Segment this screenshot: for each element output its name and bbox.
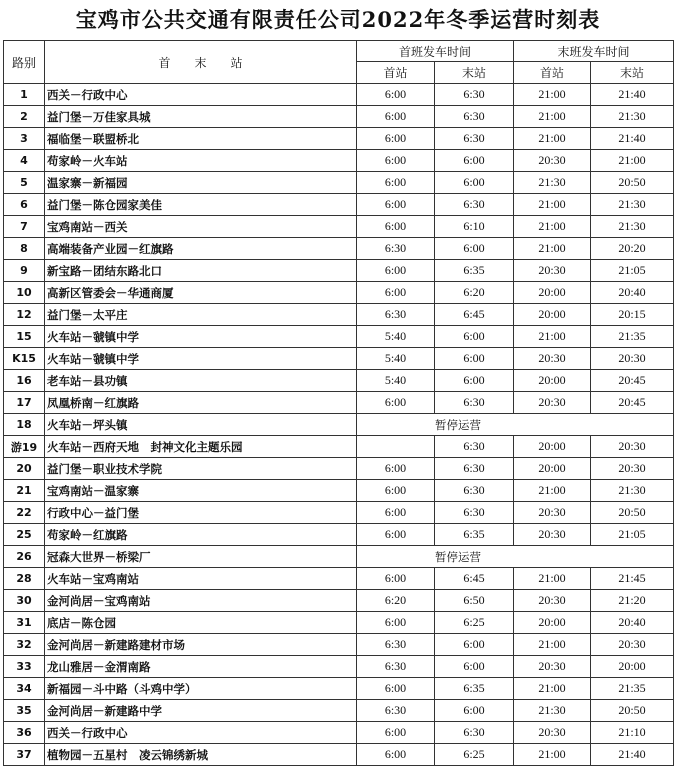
station-pair: 火车站－虢镇中学 [45, 326, 357, 348]
table-row [4, 480, 674, 502]
station-pair: 益门堡－太平庄 [45, 304, 357, 326]
first-bus-end-time: 6:35 [435, 260, 514, 282]
table-row [4, 348, 674, 370]
station-pair: 火车站－西府天地 封神文化主题乐园 [45, 436, 357, 458]
last-bus-start-time: 20:30 [514, 722, 591, 744]
last-bus-end-time: 21:30 [591, 106, 674, 128]
last-bus-start-time: 21:00 [514, 238, 591, 260]
last-bus-end-time: 20:50 [591, 172, 674, 194]
station-pair: 高端装备产业园－红旗路 [45, 238, 357, 260]
route-number: 18 [4, 414, 45, 436]
first-bus-start-time: 6:30 [357, 634, 435, 656]
first-bus-start-time: 5:40 [357, 326, 435, 348]
station-pair: 益门堡－职业技术学院 [45, 458, 357, 480]
station-pair: 老车站－县功镇 [45, 370, 357, 392]
station-pair: 益门堡－万佳家具城 [45, 106, 357, 128]
table-row [4, 238, 674, 260]
station-pair: 宝鸡南站－温家寨 [45, 480, 357, 502]
route-number: 6 [4, 194, 45, 216]
first-bus-start-time: 5:40 [357, 370, 435, 392]
station-pair: 龙山雅居－金渭南路 [45, 656, 357, 678]
last-bus-start-time: 20:30 [514, 524, 591, 546]
route-number: 28 [4, 568, 45, 590]
station-pair: 植物园－五星村 凌云锦绣新城 [45, 744, 357, 766]
first-bus-start-time: 6:00 [357, 260, 435, 282]
last-bus-end-time: 20:30 [591, 348, 674, 370]
first-bus-end-time: 6:00 [435, 238, 514, 260]
table-row [4, 216, 674, 238]
last-bus-start-time: 21:00 [514, 678, 591, 700]
first-bus-start-time: 6:30 [357, 656, 435, 678]
last-bus-end-time: 20:40 [591, 282, 674, 304]
station-pair: 火车站－虢镇中学 [45, 348, 357, 370]
table-row [4, 590, 674, 612]
last-bus-end-time: 21:20 [591, 590, 674, 612]
last-bus-start-time: 20:00 [514, 304, 591, 326]
route-number: 9 [4, 260, 45, 282]
table-row [4, 282, 674, 304]
header-first-bus: 首班发车时间 [357, 41, 514, 62]
station-pair: 福临堡－联盟桥北 [45, 128, 357, 150]
last-bus-end-time: 20:50 [591, 700, 674, 722]
route-number: 12 [4, 304, 45, 326]
last-bus-start-time: 21:00 [514, 216, 591, 238]
header-route: 路别 [4, 41, 45, 84]
table-row [4, 678, 674, 700]
route-number: 16 [4, 370, 45, 392]
last-bus-end-time: 21:35 [591, 678, 674, 700]
first-bus-end-time: 6:20 [435, 282, 514, 304]
route-number: 15 [4, 326, 45, 348]
route-number: 37 [4, 744, 45, 766]
last-bus-end-time: 20:30 [591, 458, 674, 480]
last-bus-start-time: 21:00 [514, 568, 591, 590]
table-row [4, 392, 674, 414]
table-row [4, 568, 674, 590]
first-bus-end-time: 6:25 [435, 744, 514, 766]
route-number: 36 [4, 722, 45, 744]
table-row [4, 194, 674, 216]
first-bus-start-time: 6:30 [357, 700, 435, 722]
header-first-end: 末站 [435, 62, 514, 84]
first-bus-start-time: 6:00 [357, 568, 435, 590]
last-bus-start-time: 21:00 [514, 106, 591, 128]
last-bus-end-time: 21:05 [591, 524, 674, 546]
route-number: 35 [4, 700, 45, 722]
route-number: 3 [4, 128, 45, 150]
route-number: 26 [4, 546, 45, 568]
first-bus-start-time: 6:00 [357, 458, 435, 480]
last-bus-start-time: 20:00 [514, 436, 591, 458]
last-bus-end-time: 20:20 [591, 238, 674, 260]
last-bus-end-time: 20:45 [591, 370, 674, 392]
station-pair: 新宝路－团结东路北口 [45, 260, 357, 282]
table-row [4, 546, 674, 568]
station-pair: 新福园－斗中路（斗鸡中学） [45, 678, 357, 700]
header-last-bus: 末班发车时间 [514, 41, 674, 62]
last-bus-start-time: 20:30 [514, 590, 591, 612]
route-number: 20 [4, 458, 45, 480]
last-bus-start-time: 20:00 [514, 370, 591, 392]
station-pair: 金河尚居－新建路中学 [45, 700, 357, 722]
last-bus-end-time: 21:45 [591, 568, 674, 590]
first-bus-start-time: 6:00 [357, 392, 435, 414]
station-pair: 苟家岭－火车站 [45, 150, 357, 172]
suspended-notice: 暂停运营 [357, 414, 674, 436]
first-bus-end-time: 6:00 [435, 172, 514, 194]
last-bus-end-time: 21:30 [591, 194, 674, 216]
station-pair: 行政中心－益门堡 [45, 502, 357, 524]
first-bus-start-time: 6:30 [357, 238, 435, 260]
first-bus-end-time: 6:00 [435, 656, 514, 678]
first-bus-start-time: 6:00 [357, 744, 435, 766]
table-row [4, 524, 674, 546]
table-row [4, 612, 674, 634]
route-number: 32 [4, 634, 45, 656]
table-row [4, 414, 674, 436]
first-bus-start-time: 6:00 [357, 612, 435, 634]
last-bus-start-time: 21:30 [514, 700, 591, 722]
last-bus-end-time: 20:30 [591, 436, 674, 458]
table-row [4, 370, 674, 392]
last-bus-start-time: 21:00 [514, 744, 591, 766]
first-bus-end-time: 6:30 [435, 458, 514, 480]
last-bus-end-time: 20:30 [591, 634, 674, 656]
station-pair: 宝鸡南站－西关 [45, 216, 357, 238]
table-row [4, 502, 674, 524]
first-bus-end-time: 6:35 [435, 678, 514, 700]
suspended-notice: 暂停运营 [357, 546, 674, 568]
timetable [3, 40, 674, 766]
header-stations: 首 末 站 [45, 41, 357, 84]
table-row [4, 106, 674, 128]
route-number: 4 [4, 150, 45, 172]
last-bus-end-time: 21:10 [591, 722, 674, 744]
station-pair: 西关－行政中心 [45, 722, 357, 744]
first-bus-start-time [357, 436, 435, 458]
table-row [4, 700, 674, 722]
station-pair: 火车站－宝鸡南站 [45, 568, 357, 590]
last-bus-start-time: 20:30 [514, 502, 591, 524]
route-number: 10 [4, 282, 45, 304]
first-bus-start-time: 6:00 [357, 84, 435, 106]
last-bus-end-time: 21:00 [591, 150, 674, 172]
route-number: 5 [4, 172, 45, 194]
last-bus-end-time: 21:35 [591, 326, 674, 348]
first-bus-end-time: 6:45 [435, 304, 514, 326]
table-row [4, 722, 674, 744]
first-bus-start-time: 6:00 [357, 282, 435, 304]
station-pair: 金河尚居－新建路建材市场 [45, 634, 357, 656]
route-number: 22 [4, 502, 45, 524]
header-last-start: 首站 [514, 62, 591, 84]
route-number: 30 [4, 590, 45, 612]
first-bus-start-time: 6:00 [357, 678, 435, 700]
table-row [4, 326, 674, 348]
last-bus-end-time: 21:40 [591, 128, 674, 150]
station-pair: 金河尚居－宝鸡南站 [45, 590, 357, 612]
route-number: 21 [4, 480, 45, 502]
last-bus-start-time: 21:00 [514, 128, 591, 150]
first-bus-start-time: 6:00 [357, 172, 435, 194]
table-row [4, 656, 674, 678]
table-row [4, 172, 674, 194]
table-row [4, 84, 674, 106]
first-bus-end-time: 6:30 [435, 392, 514, 414]
table-row [4, 150, 674, 172]
first-bus-end-time: 6:00 [435, 370, 514, 392]
last-bus-end-time: 21:05 [591, 260, 674, 282]
first-bus-end-time: 6:45 [435, 568, 514, 590]
station-pair: 高新区管委会－华通商厦 [45, 282, 357, 304]
first-bus-start-time: 6:00 [357, 722, 435, 744]
last-bus-start-time: 20:30 [514, 656, 591, 678]
last-bus-start-time: 21:00 [514, 480, 591, 502]
route-number: 2 [4, 106, 45, 128]
last-bus-end-time: 20:00 [591, 656, 674, 678]
last-bus-start-time: 21:00 [514, 84, 591, 106]
first-bus-end-time: 6:10 [435, 216, 514, 238]
page-title: 宝鸡市公共交通有限责任公司2022年冬季运营时刻表 [75, 7, 601, 32]
table-row [4, 260, 674, 282]
station-pair: 温家寨－新福园 [45, 172, 357, 194]
last-bus-end-time: 20:50 [591, 502, 674, 524]
first-bus-start-time: 6:30 [357, 304, 435, 326]
route-number: 游19 [4, 436, 45, 458]
route-number: 34 [4, 678, 45, 700]
route-number: 25 [4, 524, 45, 546]
last-bus-start-time: 21:30 [514, 172, 591, 194]
first-bus-start-time: 6:00 [357, 194, 435, 216]
route-number: 8 [4, 238, 45, 260]
last-bus-start-time: 21:00 [514, 194, 591, 216]
first-bus-end-time: 6:30 [435, 502, 514, 524]
first-bus-start-time: 5:40 [357, 348, 435, 370]
station-pair: 凤凰桥南－红旗路 [45, 392, 357, 414]
last-bus-end-time: 20:45 [591, 392, 674, 414]
first-bus-end-time: 6:30 [435, 194, 514, 216]
last-bus-start-time: 20:00 [514, 612, 591, 634]
last-bus-start-time: 21:00 [514, 634, 591, 656]
first-bus-start-time: 6:00 [357, 502, 435, 524]
first-bus-start-time: 6:00 [357, 150, 435, 172]
first-bus-end-time: 6:30 [435, 106, 514, 128]
header-last-end: 末站 [591, 62, 674, 84]
station-pair: 西关－行政中心 [45, 84, 357, 106]
last-bus-end-time: 21:30 [591, 480, 674, 502]
station-pair: 益门堡－陈仓园家美佳 [45, 194, 357, 216]
first-bus-start-time: 6:00 [357, 128, 435, 150]
first-bus-start-time: 6:00 [357, 524, 435, 546]
last-bus-start-time: 20:30 [514, 348, 591, 370]
route-number: 31 [4, 612, 45, 634]
last-bus-end-time: 20:40 [591, 612, 674, 634]
table-row [4, 634, 674, 656]
first-bus-end-time: 6:30 [435, 722, 514, 744]
last-bus-start-time: 20:30 [514, 260, 591, 282]
first-bus-end-time: 6:30 [435, 480, 514, 502]
last-bus-end-time: 21:40 [591, 84, 674, 106]
first-bus-end-time: 6:30 [435, 128, 514, 150]
timetable-body [4, 84, 674, 766]
table-row [4, 436, 674, 458]
table-row [4, 304, 674, 326]
last-bus-end-time: 21:40 [591, 744, 674, 766]
last-bus-start-time: 20:00 [514, 458, 591, 480]
station-pair: 冠森大世界－桥梁厂 [45, 546, 357, 568]
first-bus-start-time: 6:00 [357, 480, 435, 502]
first-bus-end-time: 6:30 [435, 436, 514, 458]
first-bus-start-time: 6:20 [357, 590, 435, 612]
last-bus-start-time: 20:30 [514, 392, 591, 414]
last-bus-start-time: 20:00 [514, 282, 591, 304]
first-bus-end-time: 6:00 [435, 348, 514, 370]
first-bus-end-time: 6:50 [435, 590, 514, 612]
station-pair: 火车站－坪头镇 [45, 414, 357, 436]
route-number: 33 [4, 656, 45, 678]
first-bus-end-time: 6:00 [435, 700, 514, 722]
header-first-start: 首站 [357, 62, 435, 84]
first-bus-end-time: 6:35 [435, 524, 514, 546]
first-bus-end-time: 6:00 [435, 150, 514, 172]
route-number: 7 [4, 216, 45, 238]
station-pair: 底店－陈仓园 [45, 612, 357, 634]
route-number: 1 [4, 84, 45, 106]
first-bus-end-time: 6:00 [435, 326, 514, 348]
last-bus-start-time: 21:00 [514, 326, 591, 348]
first-bus-start-time: 6:00 [357, 216, 435, 238]
last-bus-end-time: 20:15 [591, 304, 674, 326]
table-row [4, 458, 674, 480]
table-row [4, 128, 674, 150]
first-bus-end-time: 6:30 [435, 84, 514, 106]
table-row [4, 744, 674, 766]
last-bus-start-time: 20:30 [514, 150, 591, 172]
station-pair: 苟家岭－红旗路 [45, 524, 357, 546]
route-number: K15 [4, 348, 45, 370]
last-bus-end-time: 21:30 [591, 216, 674, 238]
first-bus-end-time: 6:00 [435, 634, 514, 656]
first-bus-end-time: 6:25 [435, 612, 514, 634]
route-number: 17 [4, 392, 45, 414]
first-bus-start-time: 6:00 [357, 106, 435, 128]
